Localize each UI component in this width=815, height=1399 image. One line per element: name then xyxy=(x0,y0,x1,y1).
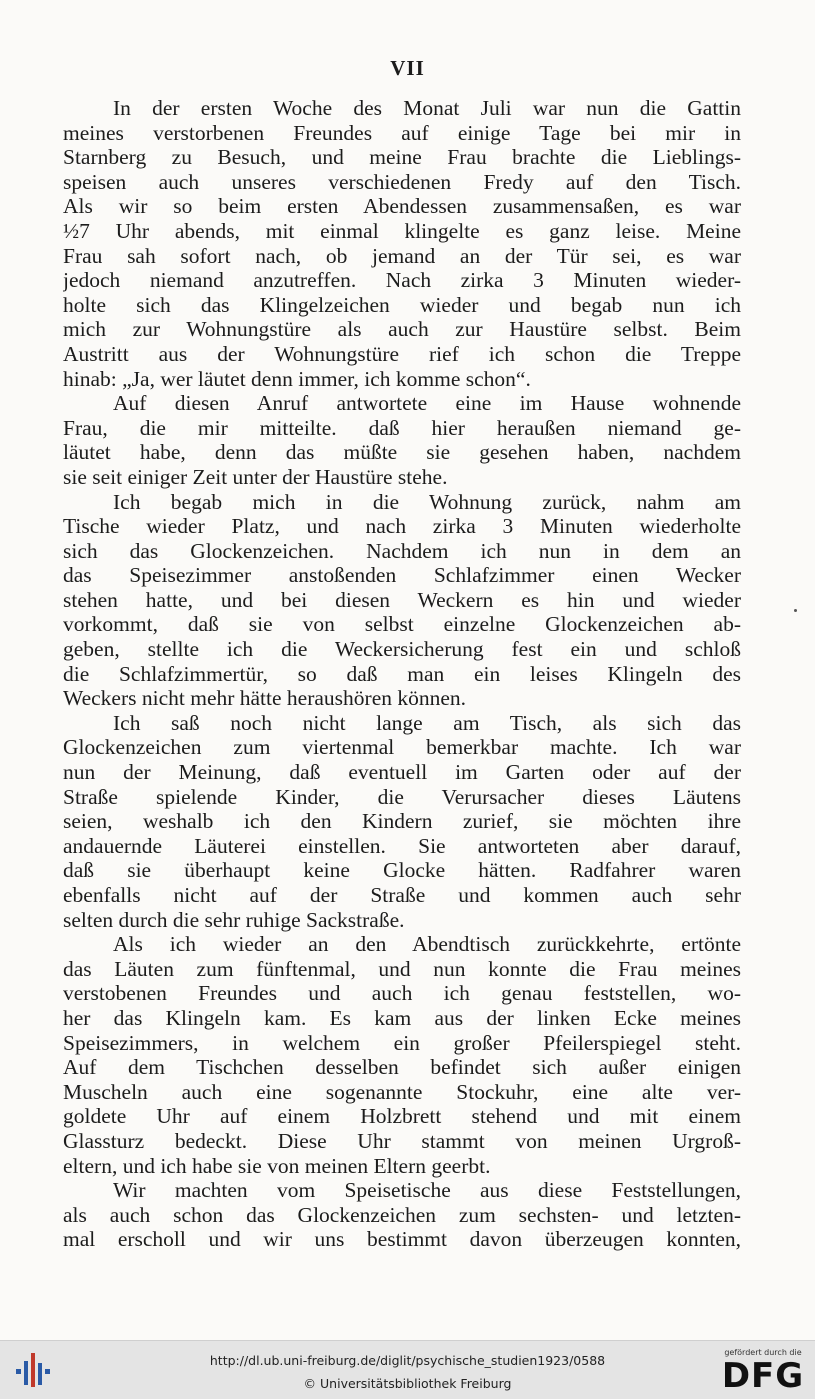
text-line: goldete Uhr auf einem Holzbrett stehend und mit einem xyxy=(63,1104,741,1129)
footer-url-link[interactable]: http://dl.ub.uni-freiburg.de/diglit/psychische_studien1923/0588 xyxy=(209,1353,606,1368)
text-line: geben, stellte ich die Weckersicherung fest ein und schloß xyxy=(63,637,741,662)
dfg-logo: DFG xyxy=(721,1356,805,1396)
text-line: als auch schon das Glockenzeichen zum sechsten- und letzten- xyxy=(63,1202,741,1227)
text-line: andauernde Läuterei einstellen. Sie antworteten aber darauf, xyxy=(63,833,741,858)
text-line: Als wir so beim ersten Abendessen zusammensaßen, es war xyxy=(63,194,741,219)
text-line: Frau sah sofort nach, ob jemand an der Tür sei, es war xyxy=(63,243,741,268)
text-line: die Schlafzimmertür, so daß man ein leises Klingeln des xyxy=(63,661,741,686)
text-line: vorkommt, daß sie von selbst einzelne Glockenzeichen ab- xyxy=(63,612,741,637)
text-line: Wir machten vom Speisetische aus diese Feststellungen, xyxy=(113,1178,741,1203)
text-line: speisen auch unseres verschiedenen Fredy auf den Tisch. xyxy=(63,169,741,194)
text-line: seien, weshalb ich den Kindern zurief, sie möchten ihre xyxy=(63,809,741,834)
text-line: Auf dem Tischchen desselben befindet sich außer einigen xyxy=(63,1055,741,1080)
text-line: jedoch niemand anzutreffen. Nach zirka 3 Minuten wieder- xyxy=(63,268,741,293)
text-line: ½7 Uhr abends, mit einmal klingelte es ganz leise. Meine xyxy=(63,218,741,243)
text-line: mal erscholl und wir uns bestimmt davon überzeugen konnten, xyxy=(63,1227,741,1252)
text-line: eltern, und ich habe sie von meinen Eltern geerbt. xyxy=(63,1153,491,1178)
scan-speck xyxy=(794,609,797,612)
text-line: Glassturz bedeckt. Diese Uhr stammt von meinen Urgroß- xyxy=(63,1128,741,1153)
text-line: mich zur Wohnungstüre als auch zur Haustüre selbst. Beim xyxy=(63,317,741,342)
text-line: her das Klingeln kam. Es kam aus der linken Ecke meines xyxy=(63,1005,741,1030)
text-line: meines verstorbenen Freundes auf einige Tage bei mir in xyxy=(63,120,741,145)
text-line: Tische wieder Platz, und nach zirka 3 Minuten wiederholte xyxy=(63,514,741,539)
text-line: Auf diesen Anruf antwortete eine im Hause wohnende xyxy=(113,391,741,416)
text-line: Frau, die mir mitteilte. daß hier heraußen niemand ge- xyxy=(63,415,741,440)
body-text xyxy=(63,96,741,1252)
text-line: das Speisezimmer anstoßenden Schlafzimmer einen Wecker xyxy=(63,563,741,588)
footer-bar xyxy=(0,1340,815,1399)
text-line: holte sich das Klingelzeichen wieder und begab nun ich xyxy=(63,292,741,317)
footer-copyright: © Universitätsbibliothek Freiburg xyxy=(303,1376,512,1391)
text-line: Ich begab mich in die Wohnung zurück, nahm am xyxy=(113,489,741,514)
text-line: das Läuten zum fünftenmal, und nun konnte die Frau meines xyxy=(63,956,741,981)
text-line: Speisezimmers, in welchem ein großer Pfeilerspiegel steht. xyxy=(63,1030,741,1055)
text-line: Glockenzeichen zum viertenmal bemerkbar machte. Ich war xyxy=(63,735,741,760)
text-line: Als ich wieder an den Abendtisch zurückkehrte, ertönte xyxy=(113,932,741,957)
text-line: daß sie überhaupt keine Glocke hätten. Radfahrer waren xyxy=(63,858,741,883)
text-line: Starnberg zu Besuch, und meine Frau brachte die Lieblings- xyxy=(63,145,741,170)
text-line: hinab: „Ja, wer läutet denn immer, ich komme schon“. xyxy=(63,366,531,391)
text-line: Austritt aus der Wohnungstüre rief ich schon die Treppe xyxy=(63,341,741,366)
text-line: Weckers nicht mehr hätte heraushören können. xyxy=(63,686,467,711)
page-number: VII xyxy=(390,56,425,80)
text-line: selten durch die sehr ruhige Sackstraße. xyxy=(63,907,405,932)
dfg-caption: gefördert durch die xyxy=(724,1348,802,1357)
text-line: stehen hatte, und bei diesen Weckern es hin und wieder xyxy=(63,587,741,612)
text-line: Ich saß noch nicht lange am Tisch, als sich das xyxy=(113,710,741,735)
text-line: ebenfalls nicht auf der Straße und kommen auch sehr xyxy=(63,883,741,907)
text-line: sich das Glockenzeichen. Nachdem ich nun in dem an xyxy=(63,538,741,563)
text-line: läutet habe, denn das müßte sie gesehen haben, nachdem xyxy=(63,440,741,465)
text-line: In der ersten Woche des Monat Juli war nun die Gattin xyxy=(113,96,741,120)
text-line: nun der Meinung, daß eventuell im Garten oder auf der xyxy=(63,760,741,785)
text-line: Muscheln auch eine sogenannte Stockuhr, eine alte ver- xyxy=(63,1079,741,1104)
text-line: verstobenen Freundes und auch ich genau feststellen, wo- xyxy=(63,981,741,1006)
text-line: sie seit einiger Zeit unter der Haustüre stehe. xyxy=(63,464,448,489)
text-line: Straße spielende Kinder, die Verursacher dieses Läutens xyxy=(63,784,741,809)
